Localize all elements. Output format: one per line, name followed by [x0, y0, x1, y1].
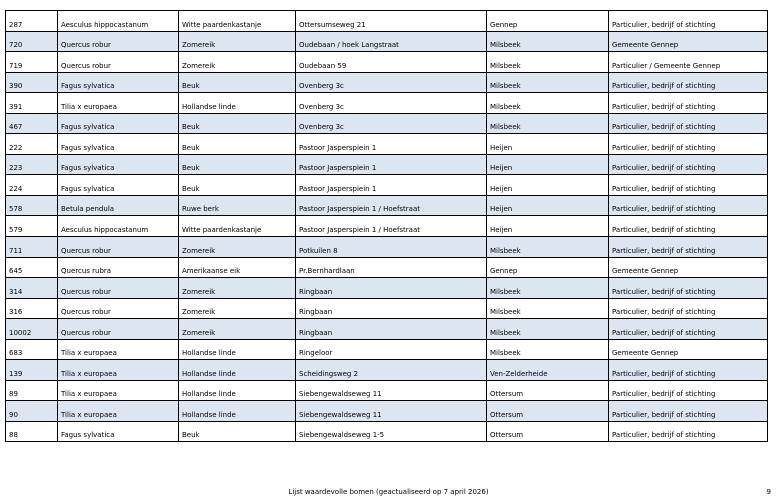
latin-name-cell: Fagus sylvatica — [58, 72, 179, 93]
place-cell: Milsbeek — [487, 278, 609, 299]
dutch-name-cell: Beuk — [179, 72, 296, 93]
tree-number-cell: 10002 — [6, 319, 58, 340]
document-page — [5, 10, 767, 442]
place-cell: Milsbeek — [487, 52, 609, 73]
address-cell: Siebengewaldseweg 11 — [296, 380, 487, 401]
dutch-name-cell: Amerikaanse eik — [179, 257, 296, 278]
table-row — [6, 380, 768, 401]
dutch-name-cell: Beuk — [179, 113, 296, 134]
latin-name-cell: Aesculus hippocastanum — [58, 11, 179, 32]
dutch-name-cell: Hollandse linde — [179, 360, 296, 381]
place-cell: Milsbeek — [487, 237, 609, 258]
tree-number-cell: 223 — [6, 154, 58, 175]
table-row — [6, 319, 768, 340]
latin-name-cell: Tilia x europaea — [58, 360, 179, 381]
owner-cell: Particulier, bedrijf of stichting — [609, 11, 768, 32]
dutch-name-cell: Hollandse linde — [179, 380, 296, 401]
dutch-name-cell: Beuk — [179, 421, 296, 442]
address-cell: Ovenberg 3c — [296, 93, 487, 114]
table-row — [6, 421, 768, 442]
table-row — [6, 11, 768, 32]
dutch-name-cell: Hollandse linde — [179, 93, 296, 114]
footer-title: Lijst waardevolle bomen (geactualiseerd op 7 april 2026) — [288, 488, 489, 496]
tree-number-cell: 222 — [6, 134, 58, 155]
table-row — [6, 360, 768, 381]
place-cell: Milsbeek — [487, 319, 609, 340]
place-cell: Heijen — [487, 216, 609, 237]
table-row — [6, 257, 768, 278]
tree-number-cell: 467 — [6, 113, 58, 134]
latin-name-cell: Quercus robur — [58, 237, 179, 258]
tree-number-cell: 224 — [6, 175, 58, 196]
tree-number-cell: 719 — [6, 52, 58, 73]
latin-name-cell: Aesculus hippocastanum — [58, 216, 179, 237]
address-cell: Ringbaan — [296, 278, 487, 299]
place-cell: Gennep — [487, 11, 609, 32]
place-cell: Heijen — [487, 154, 609, 175]
address-cell: Ovenberg 3c — [296, 72, 487, 93]
owner-cell: Particulier, bedrijf of stichting — [609, 298, 768, 319]
latin-name-cell: Tilia x europaea — [58, 93, 179, 114]
table-row — [6, 134, 768, 155]
place-cell: Milsbeek — [487, 93, 609, 114]
latin-name-cell: Fagus sylvatica — [58, 134, 179, 155]
table-row — [6, 154, 768, 175]
owner-cell: Particulier, bedrijf of stichting — [609, 72, 768, 93]
table-row — [6, 339, 768, 360]
place-cell: Heijen — [487, 134, 609, 155]
dutch-name-cell: Hollandse linde — [179, 401, 296, 422]
place-cell: Milsbeek — [487, 339, 609, 360]
owner-cell: Particulier / Gemeente Gennep — [609, 52, 768, 73]
place-cell: Milsbeek — [487, 298, 609, 319]
tree-number-cell: 711 — [6, 237, 58, 258]
owner-cell: Gemeente Gennep — [609, 339, 768, 360]
tree-number-cell: 287 — [6, 11, 58, 32]
dutch-name-cell: Zomereik — [179, 52, 296, 73]
address-cell: Scheidingsweg 2 — [296, 360, 487, 381]
address-cell: Pastoor Jasperspiein 1 — [296, 134, 487, 155]
latin-name-cell: Betula pendula — [58, 195, 179, 216]
dutch-name-cell: Zomereik — [179, 31, 296, 52]
latin-name-cell: Quercus robur — [58, 52, 179, 73]
address-cell: Ringeloor — [296, 339, 487, 360]
table-row — [6, 93, 768, 114]
dutch-name-cell: Beuk — [179, 175, 296, 196]
dutch-name-cell: Hollandse linde — [179, 339, 296, 360]
owner-cell: Particulier, bedrijf of stichting — [609, 319, 768, 340]
tree-number-cell: 578 — [6, 195, 58, 216]
latin-name-cell: Tilia x europaea — [58, 401, 179, 422]
address-cell: Pastoor Jasperspiein 1 — [296, 154, 487, 175]
address-cell: Siebengewaldseweg 1-5 — [296, 421, 487, 442]
latin-name-cell: Fagus sylvatica — [58, 175, 179, 196]
dutch-name-cell: Zomereik — [179, 298, 296, 319]
owner-cell: Particulier, bedrijf of stichting — [609, 421, 768, 442]
place-cell: Ottersum — [487, 421, 609, 442]
place-cell: Milsbeek — [487, 31, 609, 52]
tree-number-cell: 314 — [6, 278, 58, 299]
address-cell: Oudebaan / hoek Langstraat — [296, 31, 487, 52]
tree-table-body — [6, 11, 768, 442]
tree-number-cell: 645 — [6, 257, 58, 278]
table-row — [6, 216, 768, 237]
address-cell: Siebengewaldseweg 11 — [296, 401, 487, 422]
latin-name-cell: Fagus sylvatica — [58, 421, 179, 442]
address-cell: Ringbaan — [296, 319, 487, 340]
latin-name-cell: Quercus robur — [58, 278, 179, 299]
table-row — [6, 298, 768, 319]
dutch-name-cell: Zomereik — [179, 319, 296, 340]
dutch-name-cell: Beuk — [179, 134, 296, 155]
dutch-name-cell: Ruwe berk — [179, 195, 296, 216]
table-row — [6, 31, 768, 52]
place-cell: Heijen — [487, 175, 609, 196]
table-row — [6, 113, 768, 134]
tree-number-cell: 579 — [6, 216, 58, 237]
owner-cell: Particulier, bedrijf of stichting — [609, 93, 768, 114]
address-cell: Ringbaan — [296, 298, 487, 319]
tree-number-cell: 139 — [6, 360, 58, 381]
owner-cell: Particulier, bedrijf of stichting — [609, 154, 768, 175]
tree-number-cell: 683 — [6, 339, 58, 360]
owner-cell: Particulier, bedrijf of stichting — [609, 278, 768, 299]
latin-name-cell: Quercus robur — [58, 31, 179, 52]
owner-cell: Particulier, bedrijf of stichting — [609, 237, 768, 258]
owner-cell: Particulier, bedrijf of stichting — [609, 401, 768, 422]
place-cell: Ottersum — [487, 401, 609, 422]
tree-number-cell: 316 — [6, 298, 58, 319]
dutch-name-cell: Zomereik — [179, 237, 296, 258]
latin-name-cell: Fagus sylvatica — [58, 113, 179, 134]
address-cell: Pastoor Jasperspiein 1 / Hoefstraat — [296, 195, 487, 216]
owner-cell: Particulier, bedrijf of stichting — [609, 175, 768, 196]
table-row — [6, 175, 768, 196]
place-cell: Milsbeek — [487, 72, 609, 93]
latin-name-cell: Quercus rubra — [58, 257, 179, 278]
owner-cell: Particulier, bedrijf of stichting — [609, 113, 768, 134]
address-cell: Potkuilen 8 — [296, 237, 487, 258]
owner-cell: Particulier, bedrijf of stichting — [609, 216, 768, 237]
address-cell: Pr.Bernhardlaan — [296, 257, 487, 278]
owner-cell: Particulier, bedrijf of stichting — [609, 360, 768, 381]
owner-cell: Gemeente Gennep — [609, 31, 768, 52]
latin-name-cell: Quercus robur — [58, 319, 179, 340]
address-cell: Pastoor Jasperspiein 1 / Hoefstraat — [296, 216, 487, 237]
table-row — [6, 401, 768, 422]
latin-name-cell: Tilia x europaea — [58, 339, 179, 360]
tree-table — [5, 10, 768, 442]
dutch-name-cell: Witte paardenkastanje — [179, 216, 296, 237]
dutch-name-cell: Beuk — [179, 154, 296, 175]
dutch-name-cell: Zomereik — [179, 278, 296, 299]
dutch-name-cell: Witte paardenkastanje — [179, 11, 296, 32]
table-row — [6, 195, 768, 216]
tree-number-cell: 720 — [6, 31, 58, 52]
table-row — [6, 72, 768, 93]
address-cell: Oudebaan 59 — [296, 52, 487, 73]
tree-number-cell: 391 — [6, 93, 58, 114]
table-row — [6, 278, 768, 299]
place-cell: Heijen — [487, 195, 609, 216]
table-row — [6, 52, 768, 73]
latin-name-cell: Tilia x europaea — [58, 380, 179, 401]
address-cell: Pastoor Jasperspiein 1 — [296, 175, 487, 196]
owner-cell: Gemeente Gennep — [609, 257, 768, 278]
place-cell: Ottersum — [487, 380, 609, 401]
place-cell: Ven-Zelderheide — [487, 360, 609, 381]
tree-number-cell: 88 — [6, 421, 58, 442]
tree-number-cell: 90 — [6, 401, 58, 422]
latin-name-cell: Quercus robur — [58, 298, 179, 319]
place-cell: Gennep — [487, 257, 609, 278]
tree-number-cell: 89 — [6, 380, 58, 401]
page-number: 9 — [766, 488, 771, 496]
owner-cell: Particulier, bedrijf of stichting — [609, 134, 768, 155]
address-cell: Ovenberg 3c — [296, 113, 487, 134]
address-cell: Ottersumseweg 21 — [296, 11, 487, 32]
place-cell: Milsbeek — [487, 113, 609, 134]
owner-cell: Particulier, bedrijf of stichting — [609, 195, 768, 216]
tree-number-cell: 390 — [6, 72, 58, 93]
owner-cell: Particulier, bedrijf of stichting — [609, 380, 768, 401]
table-row — [6, 237, 768, 258]
latin-name-cell: Fagus sylvatica — [58, 154, 179, 175]
